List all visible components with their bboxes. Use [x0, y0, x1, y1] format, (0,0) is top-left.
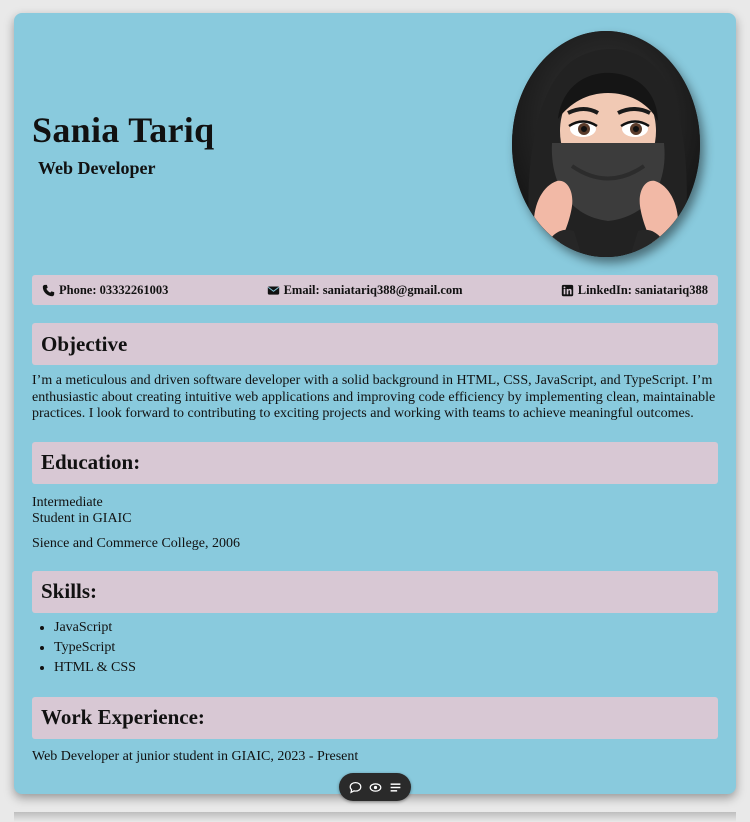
comment-button[interactable] — [348, 780, 362, 794]
phone-icon — [42, 284, 55, 297]
menu-icon — [389, 781, 402, 794]
contact-bar — [32, 275, 718, 305]
profile-photo — [512, 31, 700, 257]
work-heading: Work Experience: — [32, 697, 718, 739]
skills-heading: Skills: — [32, 571, 718, 613]
email-text: Email: saniatariq388@gmail.com — [283, 282, 463, 297]
education-level: Intermediate — [32, 494, 103, 510]
education-heading: Education: — [32, 442, 718, 484]
skill-item: • HTML & CSS — [54, 658, 718, 678]
skill-item: • JavaScript — [54, 618, 718, 638]
profile-role: Web Developer — [38, 158, 156, 178]
objective-text: I’m a meticulous and driven software developer with a solid background in HTML, CSS, JavaScript, and TypeScript. I’m enthusiastic about creating intuitive web applications and improving code efficiency by implementing clean, maintainable practices. I look forward to contributing to exciting projects and working with teams to achieve meaningful outcomes. — [32, 373, 716, 421]
profile-illustration — [512, 31, 700, 257]
view-button[interactable] — [368, 780, 382, 794]
contact-linkedin — [561, 283, 708, 298]
contact-phone — [42, 283, 168, 298]
linkedin-text: LinkedIn: saniatariq388 — [577, 282, 708, 297]
profile-name: Sania Tariq — [32, 110, 215, 150]
page-bottom-shadow — [14, 812, 736, 822]
education-college: Sience and Commerce College, 2006 — [32, 535, 240, 551]
floating-toolbar — [339, 773, 411, 801]
comment-icon — [349, 781, 362, 794]
phone-text: Phone: 03332261003 — [59, 282, 169, 297]
envelope-icon — [267, 284, 280, 297]
skills-list — [32, 618, 718, 678]
eye-icon — [369, 781, 382, 794]
resume-header — [32, 13, 718, 275]
objective-heading: Objective — [32, 323, 718, 365]
skill-item: • TypeScript — [54, 638, 718, 658]
menu-button[interactable] — [388, 780, 402, 794]
education-details — [32, 495, 718, 527]
resume-card — [14, 13, 736, 794]
education-status: Student in GIAIC — [32, 510, 132, 526]
linkedin-icon — [561, 284, 574, 297]
contact-email — [267, 283, 463, 298]
work-text: Web Developer at junior student in GIAIC, 2023 - Present — [32, 748, 359, 764]
